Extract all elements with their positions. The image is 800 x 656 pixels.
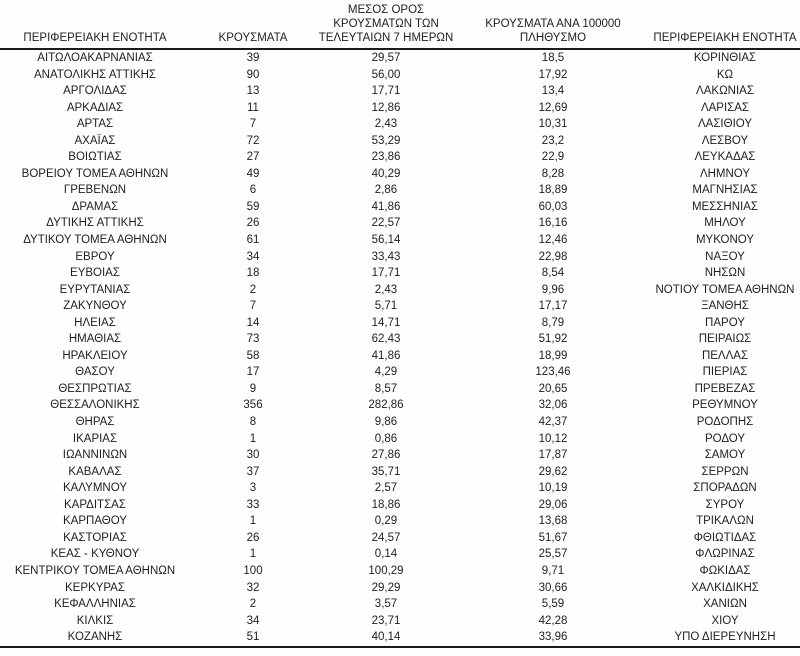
table-row [0, 563, 800, 580]
cell-avg7: 53,29 [371, 134, 401, 147]
cell-per100k: 17,92 [538, 68, 568, 81]
cell-region-right: ΣΥΡΟΥ [705, 498, 745, 511]
table-row [0, 530, 800, 547]
cell-region-right: ΦΛΩΡΙΝΑΣ [695, 548, 755, 561]
column-header-cases: ΚΡΟΥΣΜΑΤΑ [190, 0, 316, 49]
table-header [0, 0, 800, 49]
cell-region-right: ΣΑΜΟΥ [704, 449, 746, 462]
cell-region-right: ΠΕΛΛΑΣ [701, 349, 749, 362]
cell-cases: 9 [249, 382, 257, 395]
cell-region-right: ΛΕΥΚΑΔΑΣ [694, 151, 756, 164]
cell-per100k: 18,5 [541, 52, 565, 64]
cell-region-left: ΚΕΡΚΥΡΑΣ [65, 581, 125, 594]
cell-per100k: 17,17 [538, 300, 568, 313]
cell-region-left: ΖΑΚΥΝΘΟΥ [63, 300, 127, 313]
cell-avg7: 29,29 [371, 581, 401, 594]
cell-avg7: 27,86 [371, 449, 401, 462]
cell-region-left: ΔΥΤΙΚΟΥ ΤΟΜΕΑ ΑΘΗΝΩΝ [23, 234, 167, 247]
cell-cases: 37 [246, 465, 260, 478]
cell-cases: 2 [249, 598, 257, 611]
cell-per100k: 9,96 [541, 283, 565, 296]
cell-region-right: ΦΩΚΙΔΑΣ [699, 564, 751, 577]
cell-region-left: ΘΕΣΠΡΩΤΙΑΣ [58, 382, 132, 395]
column-header-avg7 [316, 0, 456, 49]
column-header-per100k-line1: ΚΡΟΥΣΜΑΤΑ ΑΝΑ 100000 [485, 18, 621, 30]
cell-cases: 26 [246, 217, 260, 230]
cell-per100k: 10,31 [538, 118, 568, 131]
cell-region-left: ΘΗΡΑΣ [75, 416, 115, 429]
table-row [0, 315, 800, 332]
cell-avg7: 17,71 [371, 85, 401, 98]
cell-per100k: 18,99 [538, 349, 568, 362]
table-row [0, 497, 800, 514]
table-row [0, 182, 800, 199]
cell-region-left: ΚΑΛΥΜΝΟΥ [63, 482, 127, 495]
cell-avg7: 2,43 [374, 283, 398, 296]
cell-avg7: 4,29 [374, 366, 398, 379]
cell-region-right: ΜΑΓΝΗΣΙΑΣ [692, 184, 758, 197]
cell-avg7: 8,57 [374, 382, 398, 395]
cell-avg7: 2,86 [374, 184, 398, 197]
cell-region-left: ΚΟΖΑΝΗΣ [0, 629, 190, 647]
cell-region-right: ΡΟΔΟΥ [704, 432, 746, 445]
cell-per100k: 22,98 [538, 250, 568, 263]
cell-region-left: ΑΙΤΩΛΟΑΚΑΡΝΑΝΙΑΣ [37, 52, 153, 64]
cell-region-left: ΕΒΡΟΥ [75, 250, 115, 263]
cell-avg7: 0,29 [374, 515, 398, 528]
column-header-avg7-line3: ΤΕΛΕΥΤΑΙΩΝ 7 ΗΜΕΡΩΝ [318, 32, 454, 44]
cell-region-left: ΚΙΛΚΙΣ [76, 614, 114, 627]
cell-region-right: ΤΡΙΚΑΛΩΝ [696, 515, 754, 528]
cell-per100k: 51,92 [538, 333, 568, 346]
cell-cases: 1 [249, 432, 257, 445]
table-row [0, 331, 800, 348]
cell-avg7: 29,57 [371, 52, 401, 64]
cell-avg7: 18,86 [371, 498, 401, 511]
column-header-per100k-line2: ΠΛΗΘΥΣΜΟ [519, 32, 587, 44]
table-row [0, 298, 800, 315]
cell-per100k: 8,28 [541, 167, 565, 180]
table-row [0, 613, 800, 630]
table-row [0, 116, 800, 133]
cell-region-left: ΚΑΒΑΛΑΣ [68, 465, 122, 478]
cell-region-left: ΗΜΑΘΙΑΣ [68, 333, 122, 346]
table-row [0, 265, 800, 282]
cell-avg7: 40,14 [316, 629, 456, 647]
cell-region-left: ΔΡΑΜΑΣ [71, 200, 119, 213]
cell-cases: 7 [249, 118, 257, 131]
table-row [0, 464, 800, 481]
cell-region-right: ΛΑΚΩΝΙΑΣ [696, 85, 754, 98]
cell-cases: 8 [249, 416, 257, 429]
cell-per100k: 8,79 [541, 316, 565, 329]
cell-region-right: ΛΑΡΙΣΑΣ [700, 101, 750, 114]
cell-region-left: ΓΡΕΒΕΝΩΝ [63, 184, 127, 197]
cell-cases: 100 [243, 564, 263, 577]
cell-region-right: ΠΕΙΡΑΙΩΣ [698, 333, 752, 346]
cell-cases: 6 [249, 184, 257, 197]
cell-region-left: ΒΟΙΩΤΙΑΣ [68, 151, 122, 164]
cell-cases: 51 [190, 629, 316, 647]
cell-region-right: ΜΗΛΟΥ [704, 217, 746, 230]
cell-cases: 1 [249, 515, 257, 528]
cell-per100k: 42,37 [538, 416, 568, 429]
cell-region-right: ΦΘΙΩΤΙΔΑΣ [693, 531, 757, 544]
cell-region-right: ΚΩ [716, 68, 734, 81]
cell-avg7: 23,86 [371, 151, 401, 164]
cell-per100k: 123,46 [535, 366, 571, 379]
cell-cases: 34 [246, 614, 260, 627]
table-row [0, 513, 800, 530]
cell-avg7: 23,71 [371, 614, 401, 627]
cell-region-left: ΑΡΤΑΣ [76, 118, 114, 131]
table-row [0, 282, 800, 299]
cell-avg7: 2,43 [374, 118, 398, 131]
cell-region-left: ΑΡΓΟΛΙΔΑΣ [63, 85, 127, 98]
cell-cases: 39 [246, 52, 260, 64]
cell-region-right: ΣΠΟΡΑΔΩΝ [693, 482, 757, 495]
table-row [0, 348, 800, 365]
table-row [0, 199, 800, 216]
cell-per100k: 22,9 [541, 151, 565, 164]
cell-region-right: ΛΑΣΙΘΙΟΥ [697, 118, 753, 131]
cell-cases: 59 [246, 200, 260, 213]
cell-per100k: 12,46 [538, 234, 568, 247]
cell-cases: 3 [249, 482, 257, 495]
cell-avg7: 9,86 [374, 416, 398, 429]
table-row [0, 49, 800, 67]
cell-per100k: 60,03 [538, 200, 568, 213]
column-header-avg7-line1: ΜΕΣΟΣ ΟΡΟΣ [347, 4, 425, 16]
cell-cases: 34 [246, 250, 260, 263]
cell-cases: 90 [246, 68, 260, 81]
cell-per100k: 42,28 [538, 614, 568, 627]
cell-region-right: ΡΕΘΥΜΝΟΥ [692, 399, 758, 412]
table-row [0, 431, 800, 448]
table-row [0, 480, 800, 497]
column-header-per100k [456, 0, 650, 49]
table-row [0, 166, 800, 183]
cell-cases: 13 [246, 85, 260, 98]
cell-avg7: 282,86 [368, 399, 404, 412]
table-row [0, 546, 800, 563]
cell-per100k: 8,54 [541, 267, 565, 280]
cell-region-right: ΜΥΚΟΝΟΥ [695, 234, 755, 247]
cell-region-left: ΘΕΣΣΑΛΟΝΙΚΗΣ [50, 399, 140, 412]
cell-region-right: ΧΑΛΚΙΔΙΚΗΣ [691, 581, 759, 594]
cell-region-left: ΒΟΡΕΙΟΥ ΤΟΜΕΑ ΑΘΗΝΩΝ [21, 167, 169, 180]
cell-region-left: ΚΕΦΑΛΛΗΝΙΑΣ [54, 598, 136, 611]
cell-avg7: 100,29 [368, 564, 404, 577]
table-row [0, 249, 800, 266]
table-row [0, 381, 800, 398]
cell-per100k: 18,89 [538, 184, 568, 197]
cell-per100k: 29,62 [538, 465, 568, 478]
cell-cases: 17 [246, 366, 260, 379]
table-row [0, 629, 800, 647]
cell-cases: 1 [249, 548, 257, 561]
cell-region-right: ΞΑΝΘΗΣ [701, 300, 749, 313]
column-header-region-right: ΠΕΡΙΦΕΡΕΙΑΚΗ ΕΝΟΤΗΤΑ [650, 0, 800, 49]
cell-per100k: 13,68 [538, 515, 568, 528]
cell-per100k: 23,2 [541, 134, 565, 147]
cell-per100k: 25,57 [538, 548, 568, 561]
cell-region-right: ΡΟΔΟΠΗΣ [696, 416, 754, 429]
table-row [0, 100, 800, 117]
cell-cases: 33 [246, 498, 260, 511]
cell-avg7: 41,86 [371, 349, 401, 362]
table-row [0, 67, 800, 84]
cell-region-left: ΚΕΑΣ - ΚΥΘΝΟΥ [50, 548, 140, 561]
cell-region-right: ΜΕΣΣΗΝΙΑΣ [691, 200, 759, 213]
cell-region-left: ΚΕΝΤΡΙΚΟΥ ΤΟΜΕΑ ΑΘΗΝΩΝ [14, 564, 176, 577]
cell-region-left: ΑΧΑΪΑΣ [74, 134, 116, 147]
column-header-region-left: ΠΕΡΙΦΕΡΕΙΑΚΗ ΕΝΟΤΗΤΑ [0, 0, 190, 49]
cell-per100k: 16,16 [538, 217, 568, 230]
cell-avg7: 24,57 [371, 531, 401, 544]
cell-avg7: 56,14 [371, 234, 401, 247]
cell-region-left: ΚΑΡΔΙΤΣΑΣ [64, 498, 126, 511]
cell-region-left: ΚΑΣΤΟΡΙΑΣ [63, 531, 127, 544]
table-row [0, 364, 800, 381]
table-row [0, 414, 800, 431]
cell-avg7: 12,86 [371, 101, 401, 114]
cell-per100k: 32,06 [538, 399, 568, 412]
cell-per100k: 5,59 [541, 598, 565, 611]
cell-cases: 11 [247, 101, 259, 114]
cell-per100k: 10,12 [538, 432, 568, 445]
cell-region-right: ΥΠΟ ΔΙΕΡΕΥΝΗΣΗ [650, 629, 800, 647]
cell-per100k: 20,65 [538, 382, 568, 395]
header-row [0, 0, 800, 49]
cell-avg7: 14,71 [371, 316, 401, 329]
cell-region-right: ΠΡΕΒΕΖΑΣ [694, 382, 756, 395]
table-row [0, 215, 800, 232]
cell-avg7: 62,43 [371, 333, 401, 346]
cell-avg7: 2,57 [374, 482, 398, 495]
cell-region-left: ΙΩΑΝΝΙΝΩΝ [62, 449, 128, 462]
cell-avg7: 17,71 [371, 267, 401, 280]
table-row [0, 232, 800, 249]
cell-per100k: 30,66 [538, 581, 568, 594]
cell-per100k: 13,4 [541, 85, 565, 98]
cell-region-left: ΕΥΒΟΙΑΣ [70, 267, 120, 280]
table-row [0, 397, 800, 414]
cell-region-right: ΝΑΞΟΥ [705, 250, 745, 263]
cell-region-right: ΠΑΡΟΥ [705, 316, 745, 329]
cell-avg7: 41,86 [371, 200, 401, 213]
cell-avg7: 22,57 [371, 217, 401, 230]
cell-per100k: 10,19 [538, 482, 568, 495]
cell-avg7: 33,43 [371, 250, 401, 263]
cell-avg7: 40,29 [371, 167, 401, 180]
cell-avg7: 56,00 [371, 68, 401, 81]
cell-region-right: ΠΙΕΡΙΑΣ [702, 366, 748, 379]
table-body [0, 49, 800, 647]
cell-region-left: ΗΡΑΚΛΕΙΟΥ [62, 349, 128, 362]
cell-avg7: 5,71 [374, 300, 398, 313]
cell-region-left: ΘΑΣΟΥ [75, 366, 115, 379]
table-row [0, 596, 800, 613]
cell-cases: 73 [246, 333, 260, 346]
table-row [0, 447, 800, 464]
cell-per100k: 9,71 [541, 564, 565, 577]
table-row [0, 580, 800, 597]
cell-cases: 18 [246, 267, 260, 280]
cell-cases: 2 [249, 283, 257, 296]
cell-region-left: ΕΥΡΥΤΑΝΙΑΣ [59, 283, 131, 296]
cell-region-right: ΛΗΜΝΟΥ [699, 167, 751, 180]
cell-region-right: ΧΙΟΥ [711, 614, 739, 627]
cell-cases: 61 [246, 234, 260, 247]
cell-region-left: ΗΛΕΙΑΣ [74, 316, 116, 329]
cell-per100k: 17,87 [538, 449, 568, 462]
cell-cases: 26 [246, 531, 260, 544]
cell-cases: 14 [246, 316, 260, 329]
cell-region-right: ΝΗΣΩΝ [704, 267, 746, 280]
cell-cases: 27 [246, 151, 260, 164]
cell-per100k: 33,96 [456, 629, 650, 647]
cell-cases: 58 [246, 349, 260, 362]
cell-cases: 30 [246, 449, 260, 462]
cell-avg7: 0,14 [374, 548, 398, 561]
cell-region-right: ΧΑΝΙΩΝ [703, 598, 747, 611]
cell-cases: 49 [246, 167, 260, 180]
cell-region-left: ΑΝΑΤΟΛΙΚΗΣ ΑΤΤΙΚΗΣ [33, 68, 156, 81]
cell-avg7: 0,86 [374, 432, 398, 445]
cell-region-left: ΚΑΡΠΑΘΟΥ [63, 515, 127, 528]
table-row [0, 133, 800, 150]
column-header-avg7-line2: ΚΡΟΥΣΜΑΤΩΝ ΤΩΝ [333, 18, 439, 30]
cell-region-left: ΔΥΤΙΚΗΣ ΑΤΤΙΚΗΣ [46, 217, 144, 230]
cell-avg7: 3,57 [374, 598, 398, 611]
table-row [0, 149, 800, 166]
table-row [0, 83, 800, 100]
cell-per100k: 51,67 [538, 531, 568, 544]
cell-region-right: ΝΟΤΙΟΥ ΤΟΜΕΑ ΑΘΗΝΩΝ [655, 283, 795, 296]
cell-avg7: 35,71 [371, 465, 401, 478]
cell-region-right: ΣΕΡΡΩΝ [701, 465, 749, 478]
cell-region-right: ΚΟΡΙΝΘΙΑΣ [693, 52, 757, 64]
cell-region-right: ΛΕΣΒΟΥ [701, 134, 749, 147]
cell-per100k: 12,69 [538, 101, 568, 114]
cell-cases: 356 [243, 399, 263, 412]
cell-cases: 32 [246, 581, 260, 594]
cell-region-left: ΑΡΚΑΔΙΑΣ [66, 101, 124, 114]
cell-per100k: 29,06 [538, 498, 568, 511]
cell-region-left: ΙΚΑΡΙΑΣ [72, 432, 118, 445]
cell-cases: 72 [246, 134, 260, 147]
cell-cases: 7 [249, 300, 257, 313]
